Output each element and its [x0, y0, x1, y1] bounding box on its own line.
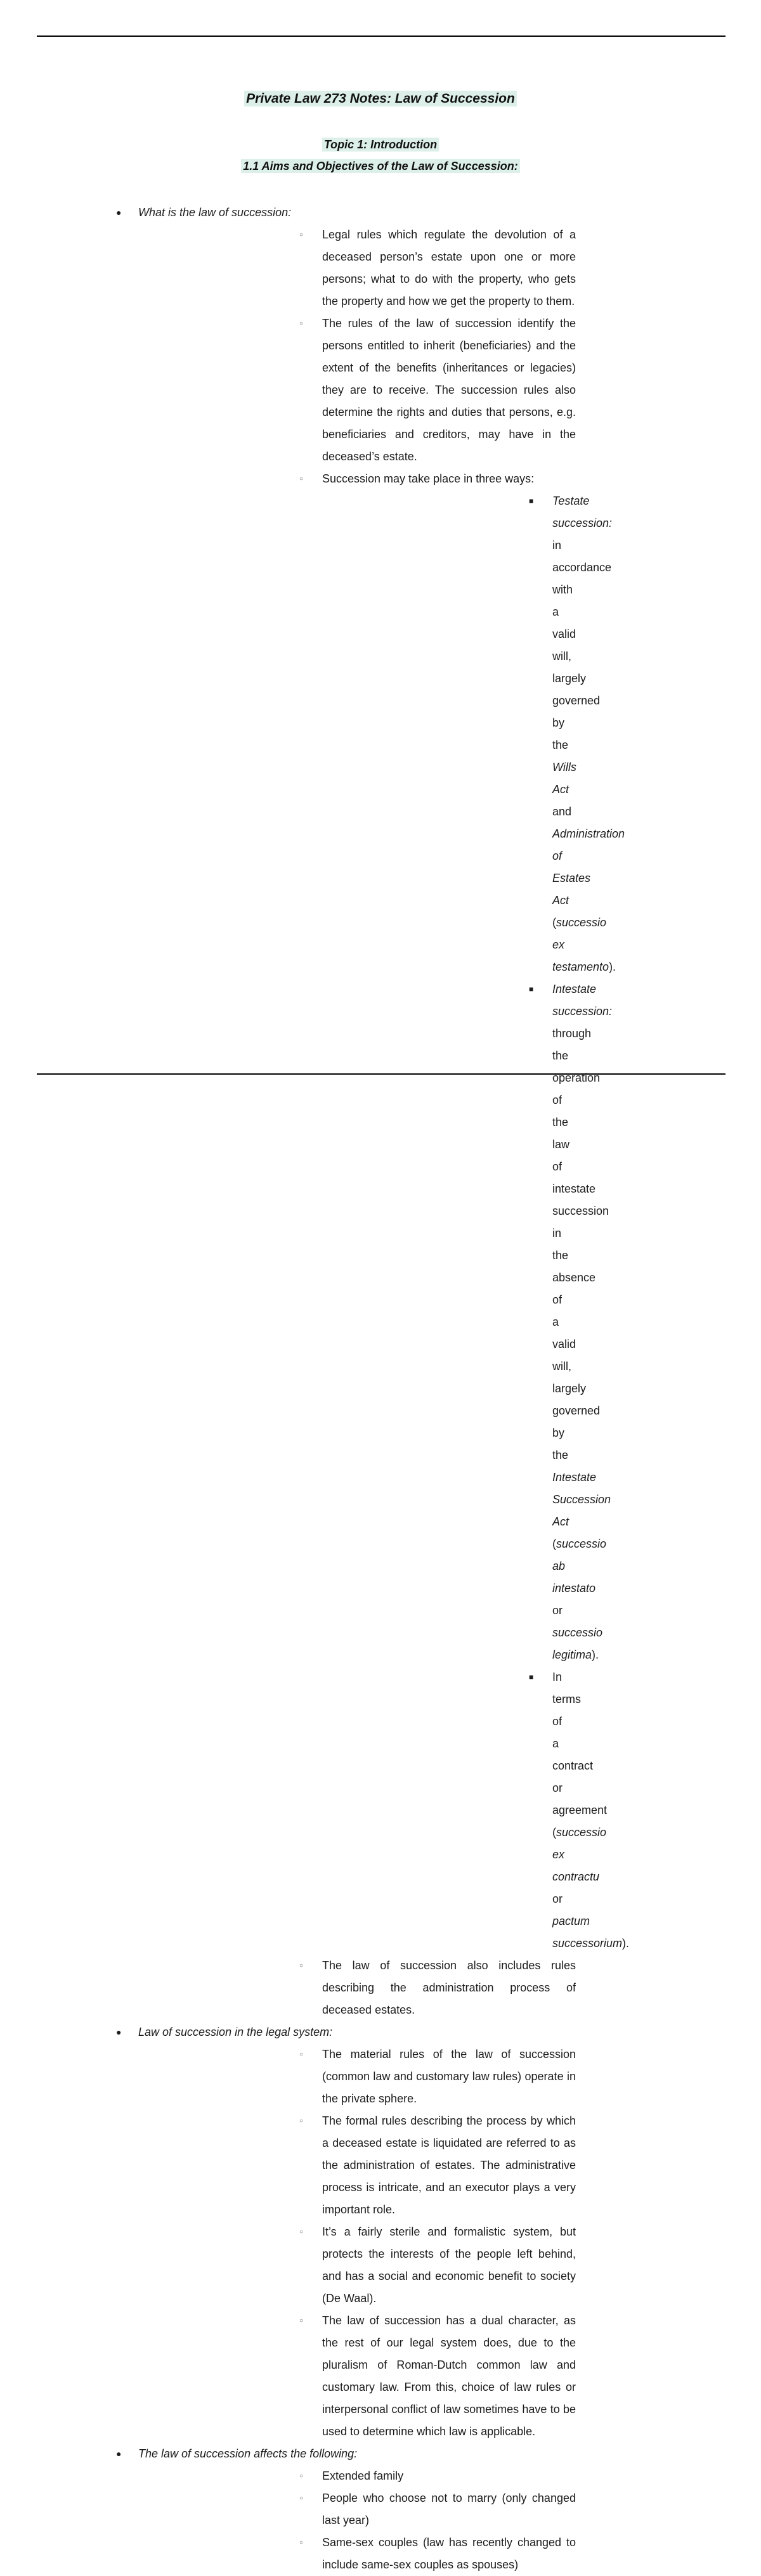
document-title: Private Law 273 Notes: Law of Succession [0, 91, 761, 107]
section-label: Law of succession in the legal system: [138, 2026, 333, 2038]
list-item: ○ Extended family [138, 2465, 668, 2487]
way-testate: ■ Testate succession: in accordance with a valid will, largely governed by the Wills Act and Administration of Estates Act (successio ex testamento). [322, 490, 645, 978]
list-item: ○ The rules of the law of succession identify the persons entitled to inherit (beneficiaries) and the extent of the benefits (inheritances or legacies) they are to receive. The succession rules also determine the rights and duties that persons, e.g. beneficiaries and creditors, may have in the deceased’s estate. [138, 313, 668, 468]
way-intestate: ■ Intestate succession: through the operation of the law of intestate succession in the absence of a valid will, largely governed by the Intestate Succession Act (successio ab intestato or successio legitima). [322, 978, 645, 1666]
bullet-circle-icon: ○ [299, 2229, 304, 2236]
list-item: ○ People who choose not to marry (only changed last year) [138, 2487, 668, 2532]
bullet-circle-icon: ○ [299, 2539, 304, 2546]
bullet-dot-icon: ● [116, 2027, 122, 2037]
bullet-circle-icon: ○ [299, 1962, 304, 1969]
sub-list [138, 2043, 668, 2443]
bullet-circle-icon: ○ [299, 2495, 304, 2502]
sub-list [138, 2465, 668, 2576]
notes-body [0, 202, 761, 2576]
bullet-circle-icon: ○ [299, 2317, 304, 2324]
section-label: The law of succession affects the following: [138, 2447, 358, 2460]
bullet-square-icon: ■ [529, 496, 534, 505]
bullet-circle-icon: ○ [299, 2051, 304, 2058]
bullet-square-icon: ■ [529, 985, 534, 994]
bullet-circle-icon: ○ [299, 231, 304, 238]
subtopic-heading: 1.1 Aims and Objectives of the Law of Succession: [0, 160, 761, 173]
bottom-rule [37, 1073, 725, 1075]
bullet-circle-icon: ○ [299, 2118, 304, 2125]
bullet-square-icon: ■ [529, 1673, 534, 1681]
list-item: ○ The material rules of the law of succession (common law and customary law rules) operate in the private sphere. [138, 2043, 668, 2110]
top-rule [37, 36, 725, 37]
sub-list [138, 224, 668, 2021]
section-legal-system [0, 2021, 761, 2443]
outline-list [0, 202, 761, 2576]
topic-heading: Topic 1: Introduction [0, 138, 761, 152]
bullet-circle-icon: ○ [299, 320, 304, 327]
section-label: What is the law of succession: [138, 206, 292, 219]
bullet-dot-icon: ● [116, 2449, 122, 2459]
list-item: ○ The law of succession has a dual character, as the rest of our legal system does, due to the pluralism of Roman-Dutch common law and customary law. From this, choice of law rules or interpersonal conflict of law sometimes have to be used to determine which law is applicable. [138, 2310, 668, 2443]
section-what-is [0, 202, 761, 2021]
list-item: ○ Succession may take place in three ways: ■ Testate succession: in accordance with a valid will, largely governed by the Wills Act and Administration of Estates Act (successio ex testamento). ■ Intestate succession: through the operation of the law of intestate succession in the absence of a valid will, largely governed by the Intestate Succession Act (successio ab intestato or successio legitima). ■ In terms of a contract or agreement (successio ex contractu or pactum successorium). [138, 468, 668, 1955]
list-item: ○ It’s a fairly sterile and formalistic system, but protects the interests of the people left behind, and has a social and economic benefit to society (De Waal). [138, 2221, 668, 2310]
section-affects [0, 2443, 761, 2576]
ways-list [322, 490, 630, 1955]
list-item: ○ Legal rules which regulate the devolution of a deceased person’s estate upon one or more persons; what to do with the property, who gets the property and how we get the property to them. [138, 224, 668, 313]
bullet-circle-icon: ○ [299, 2473, 304, 2480]
bullet-dot-icon: ● [116, 207, 122, 217]
way-contract: ■ In terms of a contract or agreement (successio ex contractu or pactum successorium). [322, 1666, 645, 1955]
list-item: ○ The formal rules describing the process by which a deceased estate is liquidated are referred to as the administration of estates. The administrative process is intricate, and an executor plays a very important role. [138, 2110, 668, 2221]
list-item: ○ The law of succession also includes rules describing the administration process of deceased estates. [138, 1955, 668, 2021]
list-item: ○ Same-sex couples (law has recently changed to include same-sex couples as spouses) [138, 2532, 668, 2576]
bullet-circle-icon: ○ [299, 476, 304, 482]
